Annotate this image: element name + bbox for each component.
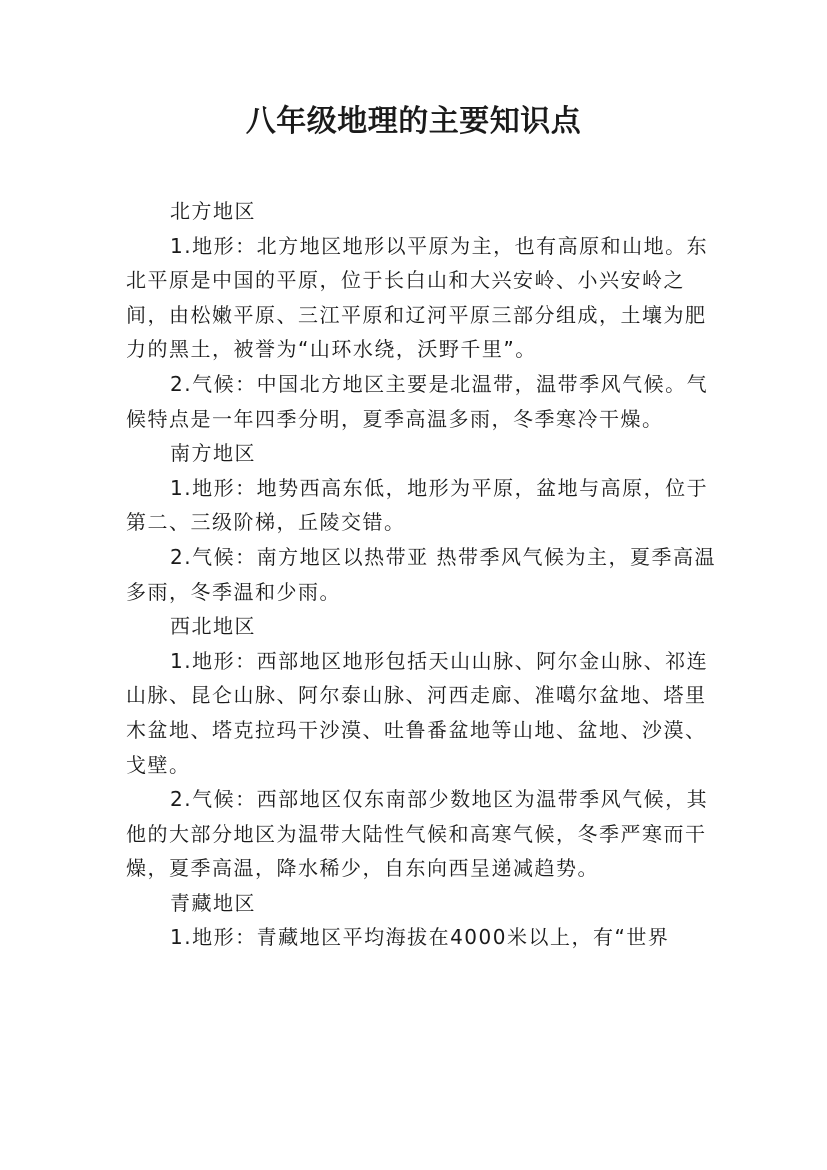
section-heading-qingzang: 青藏地区 <box>170 890 256 915</box>
paragraph-north-terrain: 1.地形：北方地区地形以平原为主，也有高原和山地。东北平原是中国的平原，位于长白山和大兴安岭、小兴安岭之间，由松嫩平原、三江平原和辽河平原三部分组成，土壤为肥力的黑土，被誉为“山环水绕，沃野千里”。 <box>126 233 709 362</box>
section-heading-north: 北方地区 <box>170 199 256 223</box>
section-heading-northwest: 西北地区 <box>170 614 256 639</box>
document-body <box>126 194 716 955</box>
paragraph-northwest-terrain: 1.地形：西部地区地形包括天山山脉、阿尔金山脉、祁连山脉、昆仑山脉、阿尔泰山脉、河西走廊、准噶尔盆地、塔里木盆地、塔克拉玛干沙漠、吐鲁番盆地等山地、盆地、沙漠、戈壁。 <box>126 648 709 777</box>
paragraph-northwest-climate: 2.气候：西部地区仅东南部少数地区为温带季风气候，其他的大部分地区为温带大陆性气候和高寒气候，冬季严寒而干燥，夏季高温，降水稀少，自东向西呈递减趋势。 <box>126 787 709 881</box>
paragraph-south-terrain: 1.地形：地势西高东低，地形为平原，盆地与高原，位于第二、三级阶梯，丘陵交错。 <box>126 475 709 535</box>
document-title: 八年级地理的主要知识点 <box>245 104 582 139</box>
section-heading-south: 南方地区 <box>170 441 256 466</box>
paragraph-north-climate: 2.气候：中国北方地区主要是北温带，温带季风气候。气候特点是一年四季分明，夏季高温多雨，冬季寒冷干燥。 <box>126 371 709 431</box>
paragraph-south-climate: 2.气候：南方地区以热带亚 热带季风气候为主，夏季高温多雨，冬季温和少雨。 <box>126 544 716 604</box>
paragraph-qingzang-terrain: 1.地形：青藏地区平均海拔在4000米以上，有“世界 <box>170 925 670 950</box>
